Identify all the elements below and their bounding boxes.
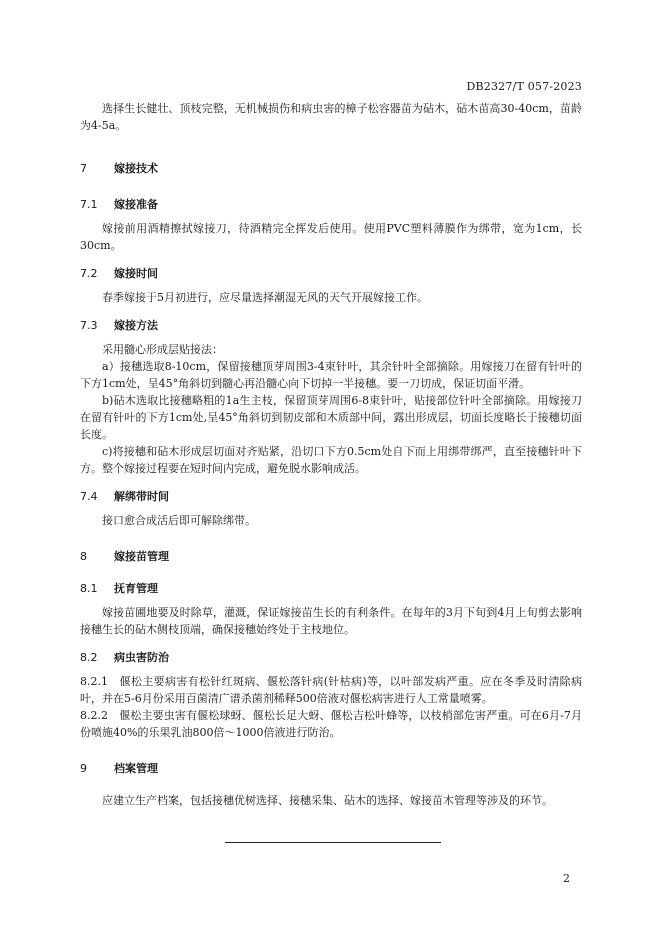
subsection-number: 7.2	[80, 267, 98, 280]
section-7-2-heading	[80, 265, 582, 282]
section-number: 9	[80, 762, 87, 775]
section-7-3-item-b: b)砧木选取比接穗略粗的1a生主枝，保留顶芽周围6-8束针叶，贴接部位针叶全部摘除。用嫁接刀在留有针叶的下方1cm处,呈45°角斜切到韧皮部和木质部中间，露出形成层，切面长度略长于接穗切面长度。	[80, 394, 582, 441]
section-7-1-heading	[80, 196, 582, 213]
document-code: DB2327/T 057-2023	[466, 80, 582, 93]
subsection-number: 8.1	[80, 582, 98, 595]
section-7-3-heading	[80, 317, 582, 334]
document-body	[80, 100, 582, 809]
section-title: 档案管理	[114, 762, 158, 775]
section-title: 嫁接技术	[114, 162, 158, 175]
section-title: 嫁接苗管理	[114, 550, 169, 563]
section-9-paragraph: 应建立生产档案，包括接穗优树选择、接穗采集、砧木的选择、嫁接苗木管理等涉及的环节。	[102, 794, 553, 807]
section-7-3-intro: 采用髓心形成层贴接法：	[102, 343, 223, 356]
section-number: 8	[80, 550, 87, 563]
section-8-2-heading	[80, 649, 582, 666]
subsection-number: 7.4	[80, 490, 98, 503]
section-7-3-item-a: a）接穗选取8-10cm，保留接穗顶芽周围3-4束针叶，其余针叶全部摘除。用嫁接刀在留有针叶的下方1cm处，呈45°角斜切到髓心再沿髓心向下切掉一半接穗。要一刀切成，保证切面平滑。	[80, 360, 582, 390]
section-7-2-paragraph: 春季嫁接于5月初进行，应尽量选择潮湿无风的天气开展嫁接工作。	[102, 291, 428, 304]
subsection-title: 解绑带时间	[114, 490, 169, 503]
subsection-title: 嫁接准备	[114, 198, 158, 211]
subsection-number: 7.1	[80, 198, 98, 211]
section-7-3-item-c: c)将接穗和砧木形成层切面对齐贴紧，沿切口下方0.5cm处自下而上用绑带绑严，直至接穗针叶下方。整个嫁接过程要在短时间内完成，避免脱水影响成活。	[80, 445, 582, 475]
section-number: 7	[80, 162, 87, 175]
rootstock-paragraph: 选择生长健壮、顶枝完整，无机械损伤和病虫害的樟子松容器苗为砧木，砧木苗高30-40cm，苗龄为4-5a。	[80, 102, 582, 132]
subsection-number: 7.3	[80, 319, 98, 332]
subsection-number: 8.2	[80, 651, 98, 664]
end-rule	[225, 842, 441, 843]
subsection-title: 病虫害防治	[114, 651, 169, 664]
page-number: 2	[563, 872, 570, 885]
section-9-heading	[80, 760, 582, 777]
section-7-4-paragraph: 接口愈合成活后即可解除绑带。	[102, 514, 256, 527]
section-7-heading	[80, 160, 582, 177]
subsection-title: 嫁接方法	[114, 319, 158, 332]
subsection-title: 抚育管理	[114, 582, 158, 595]
section-8-1-paragraph: 嫁接苗圃地要及时除草，灌溉，保证嫁接苗生长的有利条件。在每年的3月下旬到4月上旬剪去影响接穗生长的砧木侧枝顶端，确保接穗始终处于主枝地位。	[80, 606, 582, 636]
section-8-2-2-paragraph: 8.2.2 偃松主要虫害有偃松球蚜、偃松长足大蚜、偃松吉松叶蜂等，以枝梢部危害严重。可在6月-7月份喷施40%的乐果乳油800倍～1000倍液进行防治。	[80, 709, 582, 739]
section-8-2-1-paragraph: 8.2.1 偃松主要病害有松针红斑病、偃松落针病(针枯病)等，以叶部发病严重。应在冬季及时清除病叶，并在5-6月份采用百菌清广谱杀菌剂稀释500倍液对偃松病害进行人工常量喷雾。	[80, 675, 582, 705]
subsection-title: 嫁接时间	[114, 267, 158, 280]
section-7-1-paragraph: 嫁接前用酒精擦拭嫁接刀，待酒精完全挥发后使用。使用PVC塑料薄膜作为绑带，宽为1cm，长30cm。	[80, 222, 582, 252]
section-8-heading	[80, 548, 582, 565]
section-7-4-heading	[80, 488, 582, 505]
section-8-1-heading	[80, 580, 582, 597]
